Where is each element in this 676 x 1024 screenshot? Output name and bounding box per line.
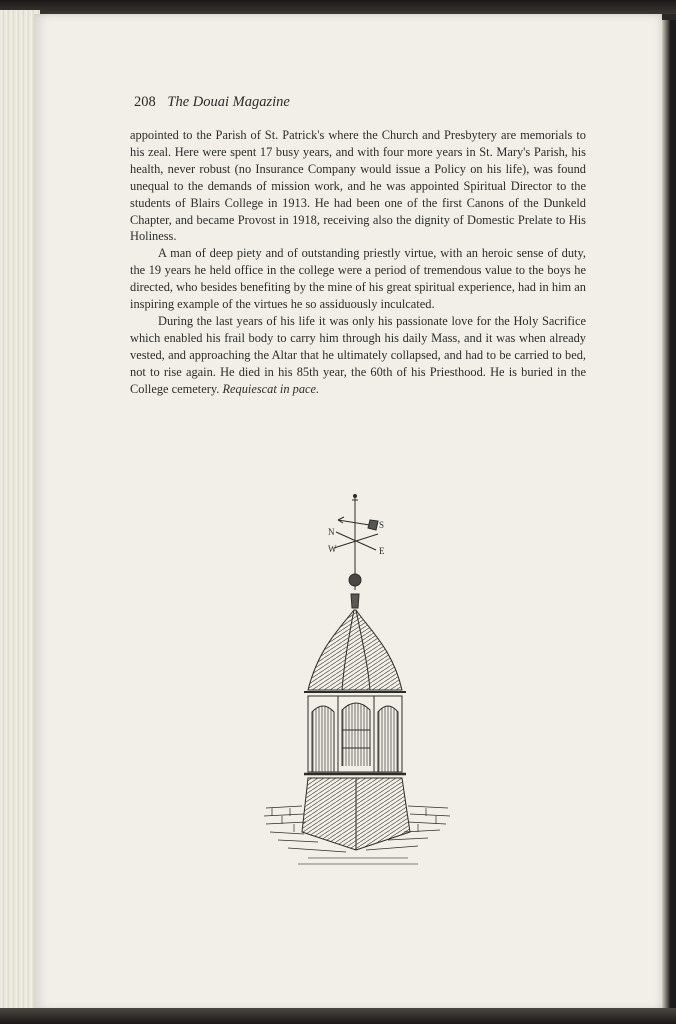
book-right-edge bbox=[662, 20, 676, 1010]
cupola-dome bbox=[308, 610, 402, 690]
paragraph-3-text: During the last years of his life it was only his passionate love for the Holy Sacrifice which enabled his frail body to carry him through his daily Mass, and it was when already vested, and approaching the Altar that he ultimately collapsed, and had to be carried to bed, not to rise again. He died in his 85th year, the 60th of his Priesthood. He is buried in the College cemetery. bbox=[130, 313, 586, 396]
magazine-title: The Douai Magazine bbox=[167, 94, 290, 110]
compass-label-s: S bbox=[379, 520, 385, 530]
book-bottom-edge bbox=[0, 1008, 676, 1024]
cupola-weathervane-illustration bbox=[258, 490, 458, 890]
compass-label-w: W bbox=[328, 544, 337, 554]
compass-cross bbox=[334, 532, 378, 550]
weathervane-arrow bbox=[338, 517, 378, 530]
compass-label-e: E bbox=[379, 546, 385, 556]
cupola-lantern bbox=[308, 696, 402, 772]
paragraph-2: A man of deep piety and of outstanding priestly virtue, with an heroic sense of duty, the 19 years he held office in the college were a period of tremendous value to the boys he directed, who besides benefiting by the mine of his great spiritual experience, had in him an inspiring example of the virtues he so assiduously inculcated. bbox=[130, 246, 586, 312]
finial-orb bbox=[349, 574, 361, 586]
paragraph-3 bbox=[130, 313, 586, 398]
compass-label-n: N bbox=[328, 527, 335, 537]
article-body bbox=[130, 127, 586, 398]
book-top-edge bbox=[0, 0, 676, 14]
paragraph-1: appointed to the Parish of St. Patrick's where the Church and Presbytery are memorials to his zeal. Here were spent 17 busy years, and with four more years in St. Mary's Parish, his health, never robust (no Insurance Company would issue a Policy on his life), was found unequal to the demands of mission work, and he was appointed Spiritual Director to the students of Blairs College in 1913. He had been one of the first Canons of the Dunkeld Chapter, and became Provost in 1918, receiving also the dignity of Domestic Prelate to His Holiness. bbox=[130, 128, 586, 244]
requiescat-phrase: Requiescat in pace. bbox=[222, 381, 320, 396]
running-head bbox=[134, 94, 594, 111]
page-number: 208 bbox=[134, 94, 156, 110]
